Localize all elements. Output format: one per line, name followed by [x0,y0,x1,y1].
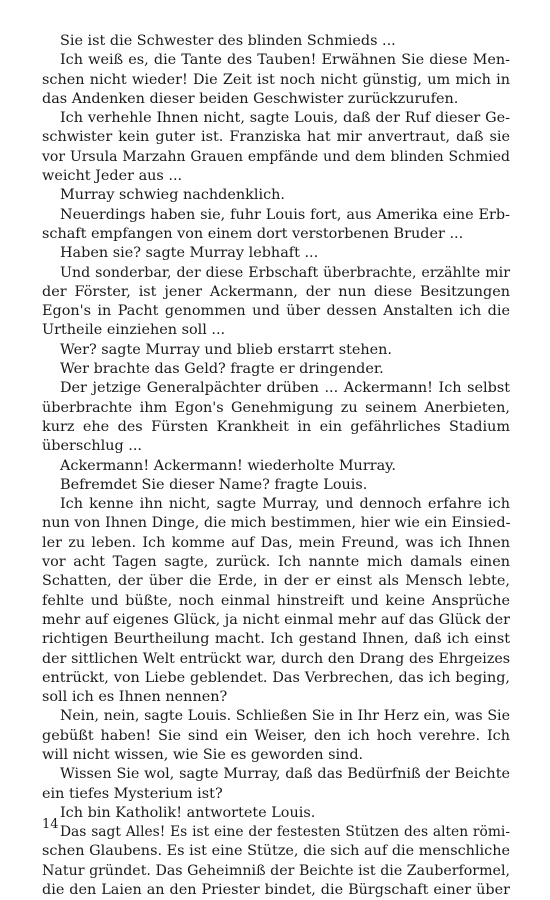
text-line: kurz ehe des Fürsten Krankheit in ein gefährliches Stadium [42,418,510,435]
text-line: Das sagt Alles! Es ist eine der festesten Stützen des alten römi- [60,824,510,841]
text-line: der sittlichen Welt entrückt war, durch den Drang des Ehrgeizes [42,650,510,667]
text-line: Ich kenne ihn nicht, sagte Murray, und dennoch erfahre ich [60,496,510,513]
text-line: Wer brachte das Geld? fragte er dringender. [60,361,384,378]
text-line: mehr auf eigenes Glück, ja nicht einmal mehr auf das Glück der [42,611,510,628]
text-line: schen nicht wieder! Die Zeit ist noch nicht günstig, um mich in [42,71,510,88]
text-line: entrückt, von Liebe geblendet. Das Verbrechen, das ich beging, [42,669,510,686]
text-line: Ich weiß es, die Tante des Tauben! Erwähnen Sie diese Men- [60,52,510,69]
text-line: überschlug ... [42,438,142,455]
text-line: Befremdet Sie dieser Name? fragte Louis. [60,476,368,493]
text-line: Ackermann! Ackermann! wiederholte Murray. [60,457,396,474]
text-line: Ich verhehle Ihnen nicht, sagte Louis, daß der Ruf dieser Ge- [60,110,510,127]
text-line: schaft empfangen von einem dort verstorbenen Bruder ... [42,225,464,242]
text-line: gebüßt haben! Sie sind ein Weiser, den ich hoch verehre. Ich [42,727,510,744]
text-line: Nein, nein, sagte Louis. Schließen Sie in Ihr Herz ein, was Sie [60,708,510,725]
text-line: Neuerdings haben sie, fuhr Louis fort, aus Amerika eine Erb- [60,206,510,223]
text-line: weicht Jeder aus ... [42,168,183,185]
text-line: Egon's in Pacht genommen und über dessen Anstalten ich die [42,303,510,320]
text-line: fehlte und büßte, noch einmal hinstreift und keine Ansprüche [42,592,510,609]
text-line: Schatten, der über die Erde, in der er einst als Mensch lebte, [42,573,510,590]
text-line: das Andenken dieser beiden Geschwister zurückzurufen. [42,90,459,107]
text-line: richtigen Beurtheilung macht. Ich gestand Ihnen, daß ich einst [42,631,510,648]
text-line: Der jetzige Generalpächter drüben ... Ackermann! Ich selbst [60,380,510,397]
text-line: soll ich es Ihnen nennen? [42,689,228,706]
text-line: Wer? sagte Murray und blieb erstarrt stehen. [60,341,393,358]
text-line: vor Ursula Marzahn Grauen empfände und dem blinden Schmied [42,148,510,165]
body-text [42,32,510,900]
text-line: ler zu leben. Ich komme auf Das, mein Freund, was ich Ihnen [42,534,510,551]
text-line: vor acht Tagen sagte, zurück. Ich nannte mich damals einen [42,554,510,571]
text-line: schen Glaubens. Es ist eine Stütze, die sich auf die menschliche [42,843,510,860]
text-line: schwister kein guter ist. Franziska hat mir anvertraut, daß sie [42,129,510,146]
text-line: überbrachte ihm Egon's Genehmigung zu seinem Anerbieten, [42,399,510,416]
text-line: Und sonderbar, der diese Erbschaft überbrachte, erzählte mir [60,264,510,281]
text-line: Urtheile einziehen soll ... [42,322,226,339]
text-line: Haben sie? sagte Murray lebhaft ... [60,245,319,262]
page-number: 14 [42,817,59,832]
text-line: ein tiefes Mysterium ist? [42,785,223,802]
text-line: Wissen Sie wol, sagte Murray, daß das Bedürfniß der Beichte [60,766,510,783]
text-line: die den Laien an den Priester bindet, die Bürgschaft einer über [42,882,510,899]
text-line: will nicht wissen, wie Sie es geworden sind. [42,746,364,763]
text-line: Natur gründet. Das Geheimniß der Beichte ist die Zauberformel, [42,862,510,879]
text-line: nun von Ihnen Dinge, die mich bestimmen, hier wie ein Einsied- [42,515,511,532]
text-line: Murray schwieg nachdenklich. [60,187,285,204]
text-line: Ich bin Katholik! antwortete Louis. [60,804,316,821]
text-line: der Förster, ist jener Ackermann, der nun diese Besitzungen [42,283,510,300]
text-line: Sie ist die Schwester des blinden Schmieds ... [60,33,396,49]
